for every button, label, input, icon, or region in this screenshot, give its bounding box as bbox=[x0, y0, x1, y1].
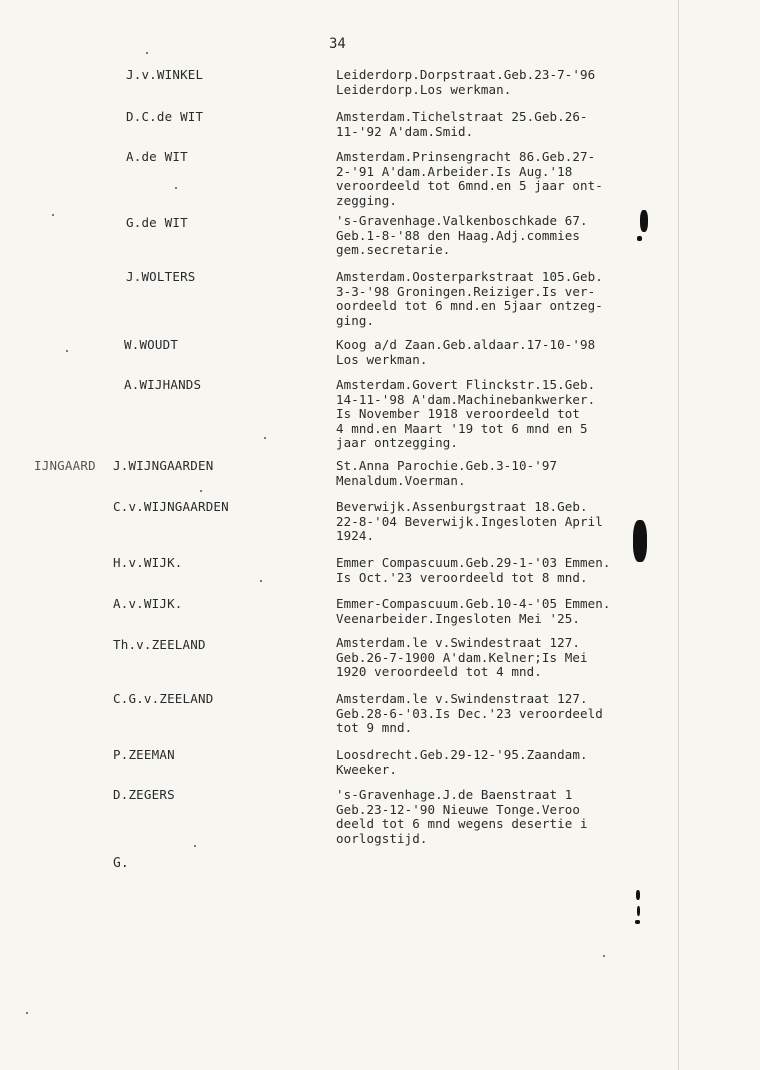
scan-speck bbox=[175, 187, 177, 189]
person-name: C.v.WIJNGAARDEN bbox=[113, 499, 229, 514]
ink-smudge bbox=[637, 906, 640, 916]
scan-speck bbox=[194, 845, 196, 847]
person-details: Amsterdam.Prinsengracht 86.Geb.27- 2-'91 A'dam.Arbeider.Is Aug.'18 veroordeeld tot 6mnd.en 5 jaar ont- zegging. bbox=[336, 149, 603, 208]
person-name: W.WOUDT bbox=[124, 337, 179, 352]
scan-speck bbox=[52, 214, 54, 216]
person-name: H.v.WIJK. bbox=[113, 555, 183, 570]
person-name: P.ZEEMAN bbox=[113, 747, 175, 762]
scan-speck bbox=[66, 350, 68, 352]
person-details: 's-Gravenhage.J.de Baenstraat 1 Geb.23-12-'90 Nieuwe Tonge.Veroo deeld tot 6 mnd wegens desertie i oorlogstijd. bbox=[336, 787, 588, 846]
person-details: 's-Gravenhage.Valkenboschkade 67. Geb.1-8-'88 den Haag.Adj.commies gem.secretarie. bbox=[336, 213, 588, 258]
person-details: Emmer Compascuum.Geb.29-1-'03 Emmen. Is Oct.'23 veroordeeld tot 8 mnd. bbox=[336, 555, 611, 585]
person-name: G.de WIT bbox=[126, 215, 188, 230]
page-number: 34 bbox=[329, 36, 346, 52]
person-details: Koog a/d Zaan.Geb.aldaar.17-10-'98 Los werkman. bbox=[336, 337, 596, 367]
person-details: Loosdrecht.Geb.29-12-'95.Zaandam. Kweeker. bbox=[336, 747, 588, 777]
scan-speck bbox=[26, 1012, 28, 1014]
person-name: D.C.de WIT bbox=[126, 109, 204, 124]
person-details: St.Anna Parochie.Geb.3-10-'97 Menaldum.Voerman. bbox=[336, 458, 558, 488]
trailing-letter: G. bbox=[113, 856, 129, 871]
person-name: J.WOLTERS bbox=[126, 269, 196, 284]
person-details: Beverwijk.Assenburgstraat 18.Geb. 22-8-'04 Beverwijk.Ingesloten April 1924. bbox=[336, 499, 603, 544]
person-name: A.WIJHANDS bbox=[124, 377, 202, 392]
person-details: Amsterdam.Govert Flinckstr.15.Geb. 14-11-'98 A'dam.Machinebankwerker. Is November 1918 veroordeeld tot 4 mnd.en Maart '19 tot 6 mnd en 5 jaar ontzegging. bbox=[336, 377, 596, 451]
person-details: Leiderdorp.Dorpstraat.Geb.23-7-'96 Leiderdorp.Los werkman. bbox=[336, 67, 596, 97]
scan-speck bbox=[200, 490, 202, 492]
person-name: C.G.v.ZEELAND bbox=[113, 691, 214, 706]
ink-smudge bbox=[640, 210, 648, 232]
person-details: Amsterdam.le v.Swindestraat 127. Geb.26-7-1900 A'dam.Kelner;Is Mei 1920 veroordeeld tot 4 mnd. bbox=[336, 635, 588, 680]
ink-smudge bbox=[637, 236, 642, 241]
person-name: A.v.WIJK. bbox=[113, 596, 183, 611]
person-details: Amsterdam.le v.Swindenstraat 127. Geb.28-6-'03.Is Dec.'23 veroordeeld tot 9 mnd. bbox=[336, 691, 603, 736]
person-details: Amsterdam.Oosterparkstraat 105.Geb. 3-3-'98 Groningen.Reiziger.Is ver- oordeeld tot 6 mnd.en 5jaar ontzeg- ging. bbox=[336, 269, 603, 328]
person-details: Amsterdam.Tichelstraat 25.Geb.26- 11-'92 A'dam.Smid. bbox=[336, 109, 588, 139]
ink-smudge bbox=[635, 920, 640, 924]
page-edge-line bbox=[678, 0, 679, 1070]
margin-tag: IJNGAARD bbox=[34, 458, 96, 473]
person-name: J.v.WINKEL bbox=[126, 67, 204, 82]
person-name: A.de WIT bbox=[126, 149, 188, 164]
scan-speck bbox=[603, 955, 605, 957]
ink-smudge bbox=[636, 890, 640, 900]
scan-speck bbox=[146, 52, 148, 54]
person-name: Th.v.ZEELAND bbox=[113, 637, 206, 652]
person-name: J.WIJNGAARDEN bbox=[113, 458, 214, 473]
ink-smudge bbox=[633, 520, 647, 562]
person-name: D.ZEGERS bbox=[113, 787, 175, 802]
person-details: Emmer-Compascuum.Geb.10-4-'05 Emmen. Veenarbeider.Ingesloten Mei '25. bbox=[336, 596, 611, 626]
scan-speck bbox=[264, 437, 266, 439]
scan-speck bbox=[260, 580, 262, 582]
